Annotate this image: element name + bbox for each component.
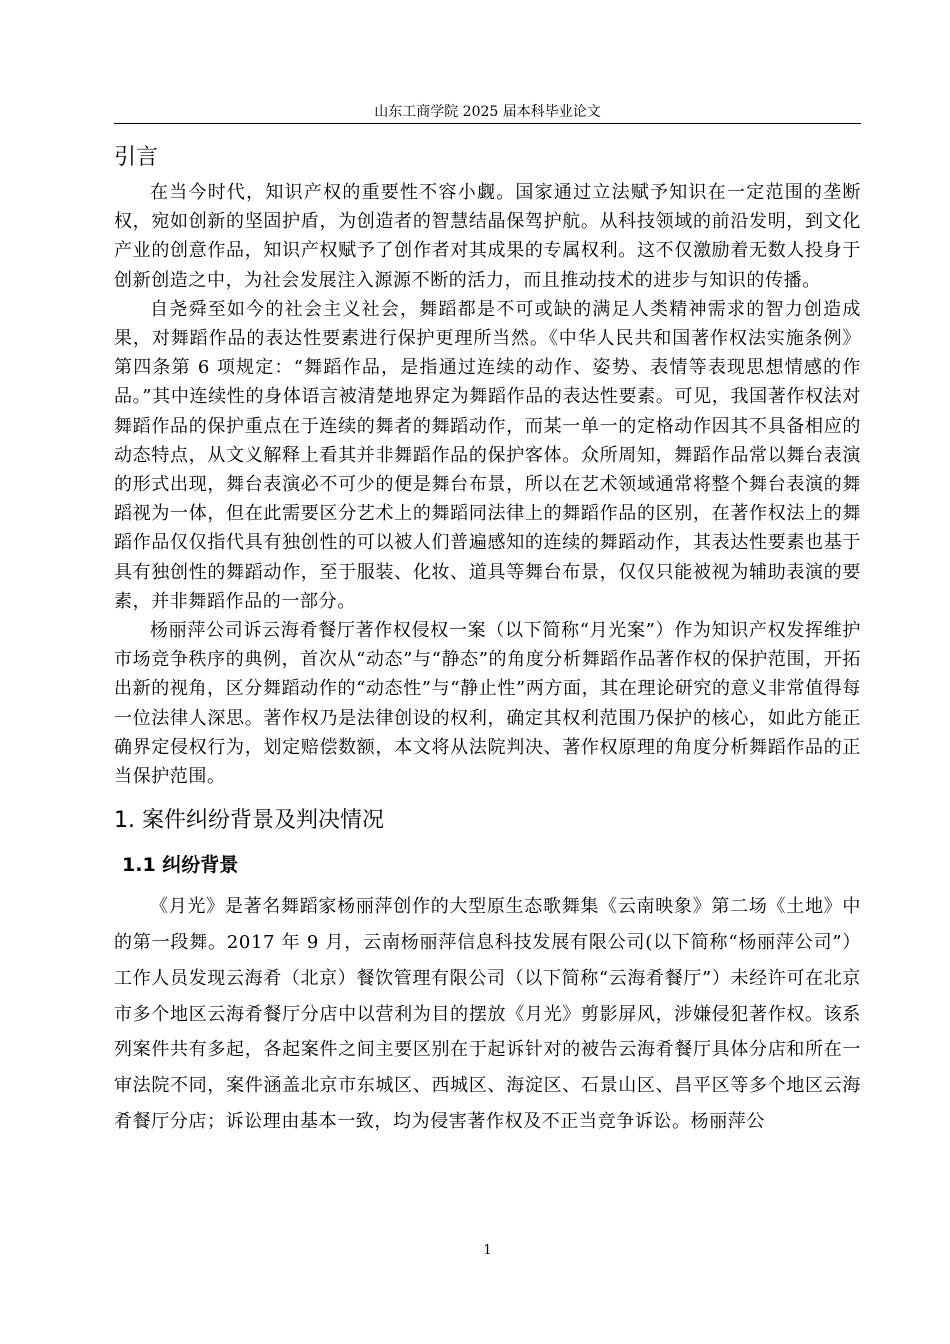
page-number: 1	[483, 1243, 492, 1258]
section-heading-intro: 引言	[114, 145, 159, 170]
intro-paragraph-3: 杨丽萍公司诉云海肴餐厅著作权侵权一案（以下简称“月光案”）作为知识产权发挥维护市场竞争秩序的典例，首次从“动态”与“静态”的角度分析舞蹈作品著作权的保护范围，开拓出新的视角，区分舞蹈动作的“动态性”与“静止性”两方面，其在理论研究的意义非常值得每一位法律人深思。著作权乃是法律创设的权利，确定其权利范围乃保护的核心，如此方能正确界定侵权行为，划定赔偿数额，本文将从法院判决、著作权原理的角度分析舞蹈作品的正当保护范围。	[114, 620, 861, 788]
chapter1-paragraph-1: 《月光》是著名舞蹈家杨丽萍创作的大型原生态歌舞集《云南映象》第二场《土地》中的第一段舞。2017 年 9 月，云南杨丽萍信息科技发展有限公司(以下简称“杨丽萍公司”）工作人员发现云海肴（北京）餐饮管理有限公司（以下简称“云海肴餐厅”）未经许可在北京市多个地区云海肴餐厅分店中以营利为目的摆放《月光》剪影屏风，涉嫌侵犯著作权。该系列案件共有多起，各起案件之间主要区别在于起诉针对的被告云海肴餐厅具体分店和所在一审法院不同，案件涵盖北京市东城区、西城区、海淀区、石景山区、昌平区等多个地区云海肴餐厅分店；诉讼理由基本一致，均为侵害著作权及不正当竞争诉讼。杨丽萍公	[114, 896, 861, 1133]
intro-paragraph-1: 在当今时代，知识产权的重要性不容小觑。国家通过立法赋予知识在一定范围的垄断权，宛如创新的坚固护盾，为创造者的智慧结晶保驾护航。从科技领域的前沿发明，到文化产业的创意作品，知识产权赋予了创作者对其成果的专属权利。这不仅激励着无数人投身于创新创造之中，为社会发展注入源源不断的活力，而且推动技术的进步与知识的传播。	[114, 182, 861, 291]
intro-paragraph-2: 自尧舜至如今的社会主义社会，舞蹈都是不可或缺的满足人类精神需求的智力创造成果，对舞蹈作品的表达性要素进行保护更理所当然。《中华人民共和国著作权法实施条例》第四条第 6 项规定：“舞蹈作品，是指通过连续的动作、姿势、表情等表现思想情感的作品。”其中连续性的身体语言被清楚地界定为舞蹈作品的表达性要素。可见，我国著作权法对舞蹈作品的保护重点在于连续的舞者的舞蹈动作，而某一单一的定格动作因其不具备相应的动态特点，从文义解释上看其并非舞蹈作品的保护客体。众所周知，舞蹈作品常以舞台表演的形式出现，舞台表演必不可少的便是舞台布景，所以在艺术领域通常将整个舞台表演的舞蹈视为一体，但在此需要区分艺术上的舞蹈同法律上的舞蹈作品的区别，在著作权法上的舞蹈作品仅仅指代具有独创性的可以被人们普遍感知的连续的舞蹈动作，其表达性要素也基于具有独创性的舞蹈动作，至于服装、化妆、道具等舞台布景，仅仅只能被视为辅助表演的要素，并非舞蹈作品的一部分。	[114, 298, 861, 612]
subsection-heading-1-1: 1.1 纠纷背景	[122, 854, 239, 877]
section-heading-chapter-1: 1. 案件纠纷背景及判决情况	[114, 808, 384, 834]
page-body	[114, 140, 861, 1140]
header-rule	[114, 123, 861, 124]
running-header: 山东工商学院 2025 届本科毕业论文	[374, 104, 601, 120]
